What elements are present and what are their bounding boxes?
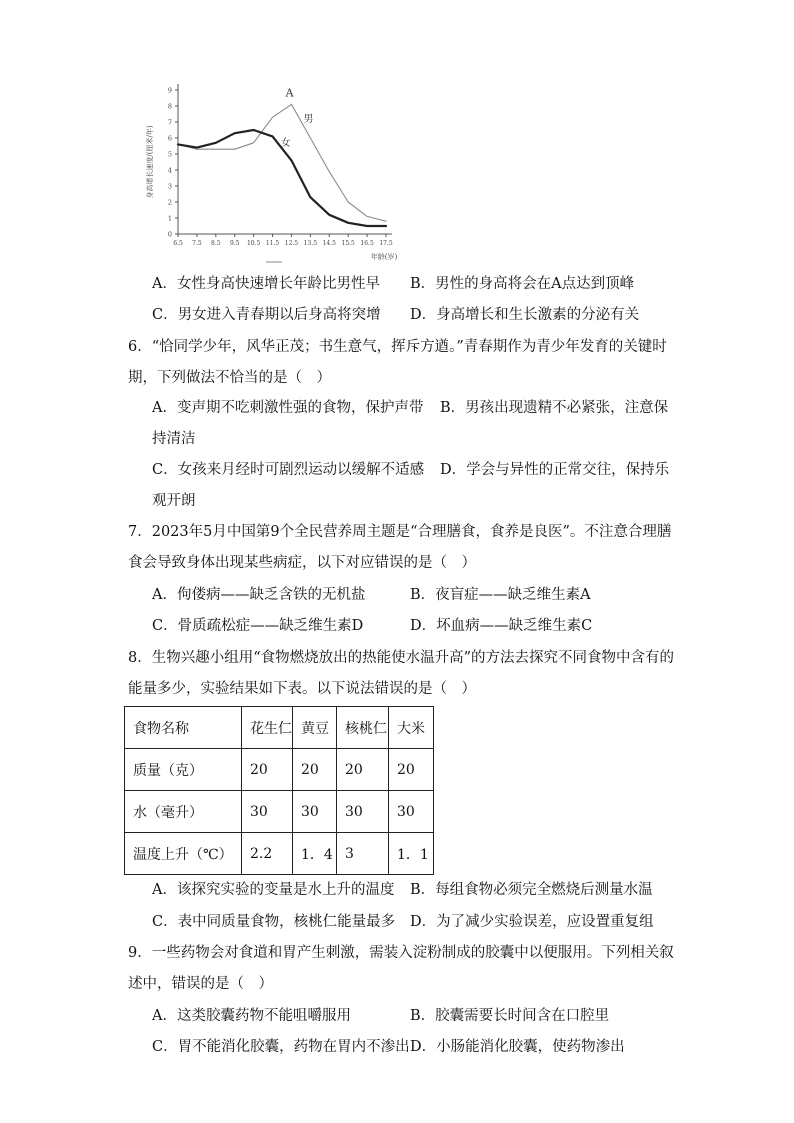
q6-stem-line2: 期，下列做法不恰当的是（ ） — [128, 370, 331, 386]
q6-option-a[interactable]: A．变声期不吃刺激性强的食物，保护声带 — [152, 400, 424, 416]
y-tick-label: 4 — [167, 166, 172, 175]
q8-stem-line1: 8．生物兴趣小组用“食物燃烧放出的热能使水温升高”的方法去探究不同食物中含有的 — [128, 650, 675, 666]
table-cell: 20 — [293, 749, 337, 791]
y-tick-label: 3 — [167, 182, 172, 191]
q6-option-b-cont: 持清洁 — [152, 431, 196, 447]
series-line-male — [178, 104, 386, 221]
x-tick-label: 13.5 — [303, 240, 318, 247]
table-cell: 30 — [293, 791, 337, 833]
q8-option-c[interactable]: C．表中同质量食物，核桃仁能量最多 — [152, 914, 396, 930]
table-cell: 1．1 — [389, 833, 434, 875]
q9-stem-line1: 9．一些药物会对食道和胃产生刺激，需装入淀粉制成的胶囊中以便服用。下列相关叙 — [128, 945, 674, 961]
y-tick-label: 7 — [167, 118, 172, 127]
q9-option-d[interactable]: D．小肠能消化胶囊，使药物渗出 — [410, 1039, 625, 1055]
x-tick-label: 9.5 — [229, 240, 240, 247]
q6-option-c[interactable]: C．女孩来月经时可剧烈运动以缓解不适感 — [152, 462, 425, 478]
q5-option-d[interactable]: D．身高增长和生长激素的分泌有关 — [410, 307, 640, 323]
x-tick-label: 7.5 — [192, 240, 202, 247]
q9-option-c[interactable]: C．胃不能消化胶囊，药物在胃内不渗出 — [152, 1039, 410, 1055]
y-tick-label: 0 — [167, 230, 172, 239]
table-header-cell: 花生仁 — [242, 707, 293, 749]
y-tick-label: 6 — [167, 134, 172, 143]
table-cell: 2.2 — [242, 833, 293, 875]
q7-stem-line2: 食会导致身体出现某些病症，以下对应错误的是（ ） — [128, 555, 476, 571]
q6-option-d-cont: 观开朗 — [152, 493, 196, 509]
chart-annotation: 女 — [280, 138, 291, 149]
table-cell: 水（毫升） — [125, 791, 242, 833]
table-row — [125, 749, 434, 791]
table-cell: 20 — [389, 749, 434, 791]
table-cell: 30 — [242, 791, 293, 833]
x-tick-label: 11.5 — [265, 240, 280, 247]
table-cell: 1．4 — [293, 833, 337, 875]
food-energy-table — [124, 706, 434, 875]
q6-option-b[interactable]: B．男孩出现遗精不必紧张，注意保 — [440, 400, 669, 416]
y-tick-label: 1 — [167, 214, 172, 223]
growth-rate-chart — [138, 78, 398, 268]
y-axis-label: 身高增长速度/(厘米/年) — [146, 125, 154, 199]
x-tick-label: 8.5 — [211, 240, 221, 247]
q5-option-a[interactable]: A．女性身高快速增长年龄比男性早 — [152, 276, 380, 292]
q5-option-b[interactable]: B．男性的身高将会在A点达到顶峰 — [410, 276, 635, 292]
q8-option-a[interactable]: A．该探究实验的变量是水上升的温度 — [152, 882, 395, 898]
table-cell: 20 — [337, 749, 389, 791]
table-header-cell: 核桃仁 — [337, 707, 389, 749]
q7-option-d[interactable]: D．坏血病——缺乏维生素C — [410, 618, 593, 634]
y-tick-label: 2 — [167, 198, 172, 207]
table-cell: 温度上升（℃） — [125, 833, 242, 875]
x-tick-label: 6.5 — [173, 240, 183, 247]
q7-stem-line1: 7．2023年5月中国第9个全民营养周主题是“合理膳食，食养是良医”。不注意合理膳 — [128, 524, 672, 540]
table-cell: 质量（克） — [125, 749, 242, 791]
table-cell: 3 — [337, 833, 389, 875]
table-row — [125, 833, 434, 875]
x-axis-label: 年龄(岁) — [370, 253, 398, 261]
table-header-cell: 食物名称 — [125, 707, 242, 749]
x-tick-label: 17.5 — [379, 240, 393, 247]
q7-option-a[interactable]: A．佝偻病——缺乏含铁的无机盐 — [152, 587, 366, 603]
x-tick-label: 15.5 — [341, 240, 355, 247]
table-cell: 20 — [242, 749, 293, 791]
y-tick-label: 8 — [167, 102, 172, 111]
q7-option-c[interactable]: C．骨质疏松症——缺乏维生素D — [152, 618, 364, 634]
table-header-cell: 大米 — [389, 707, 434, 749]
table-header-row — [125, 707, 434, 749]
y-tick-label: 5 — [167, 150, 172, 159]
q8-option-d[interactable]: D．为了减少实验误差，应设置重复组 — [410, 914, 654, 930]
chart-annotation: 男 — [303, 114, 314, 125]
table-cell: 30 — [337, 791, 389, 833]
q7-option-b[interactable]: B．夜盲症——缺乏维生素A — [410, 587, 591, 603]
q8-option-b[interactable]: B．每组食物必须完全燃烧后测量水温 — [410, 882, 653, 898]
q6-stem-line1: 6．“恰同学少年，风华正茂；书生意气，挥斥方遒。”青春期作为青少年发育的关键时 — [128, 339, 667, 355]
x-tick-label: 14.5 — [322, 240, 336, 247]
q9-option-b[interactable]: B．胶囊需要长时间含在口腔里 — [410, 1008, 610, 1024]
q8-stem-line2: 能量多少，实验结果如下表。以下说法错误的是（ ） — [128, 681, 476, 697]
table-row — [125, 791, 434, 833]
x-tick-label: 10.5 — [246, 240, 261, 247]
x-tick-label: 12.5 — [284, 240, 299, 247]
q5-option-c[interactable]: C．男女进入青春期以后身高将突增 — [152, 307, 381, 323]
chart-annotation: A — [285, 86, 294, 100]
y-tick-label: 9 — [167, 86, 172, 95]
q9-option-a[interactable]: A．这类胶囊药物不能咀嚼服用 — [152, 1008, 351, 1024]
table-cell: 30 — [389, 791, 434, 833]
q6-option-d[interactable]: D．学会与异性的正常交往，保持乐 — [440, 462, 670, 478]
x-tick-label: 16.5 — [360, 240, 374, 247]
table-header-cell: 黄豆 — [293, 707, 337, 749]
q9-stem-line2: 述中，错误的是（ ） — [128, 976, 273, 992]
